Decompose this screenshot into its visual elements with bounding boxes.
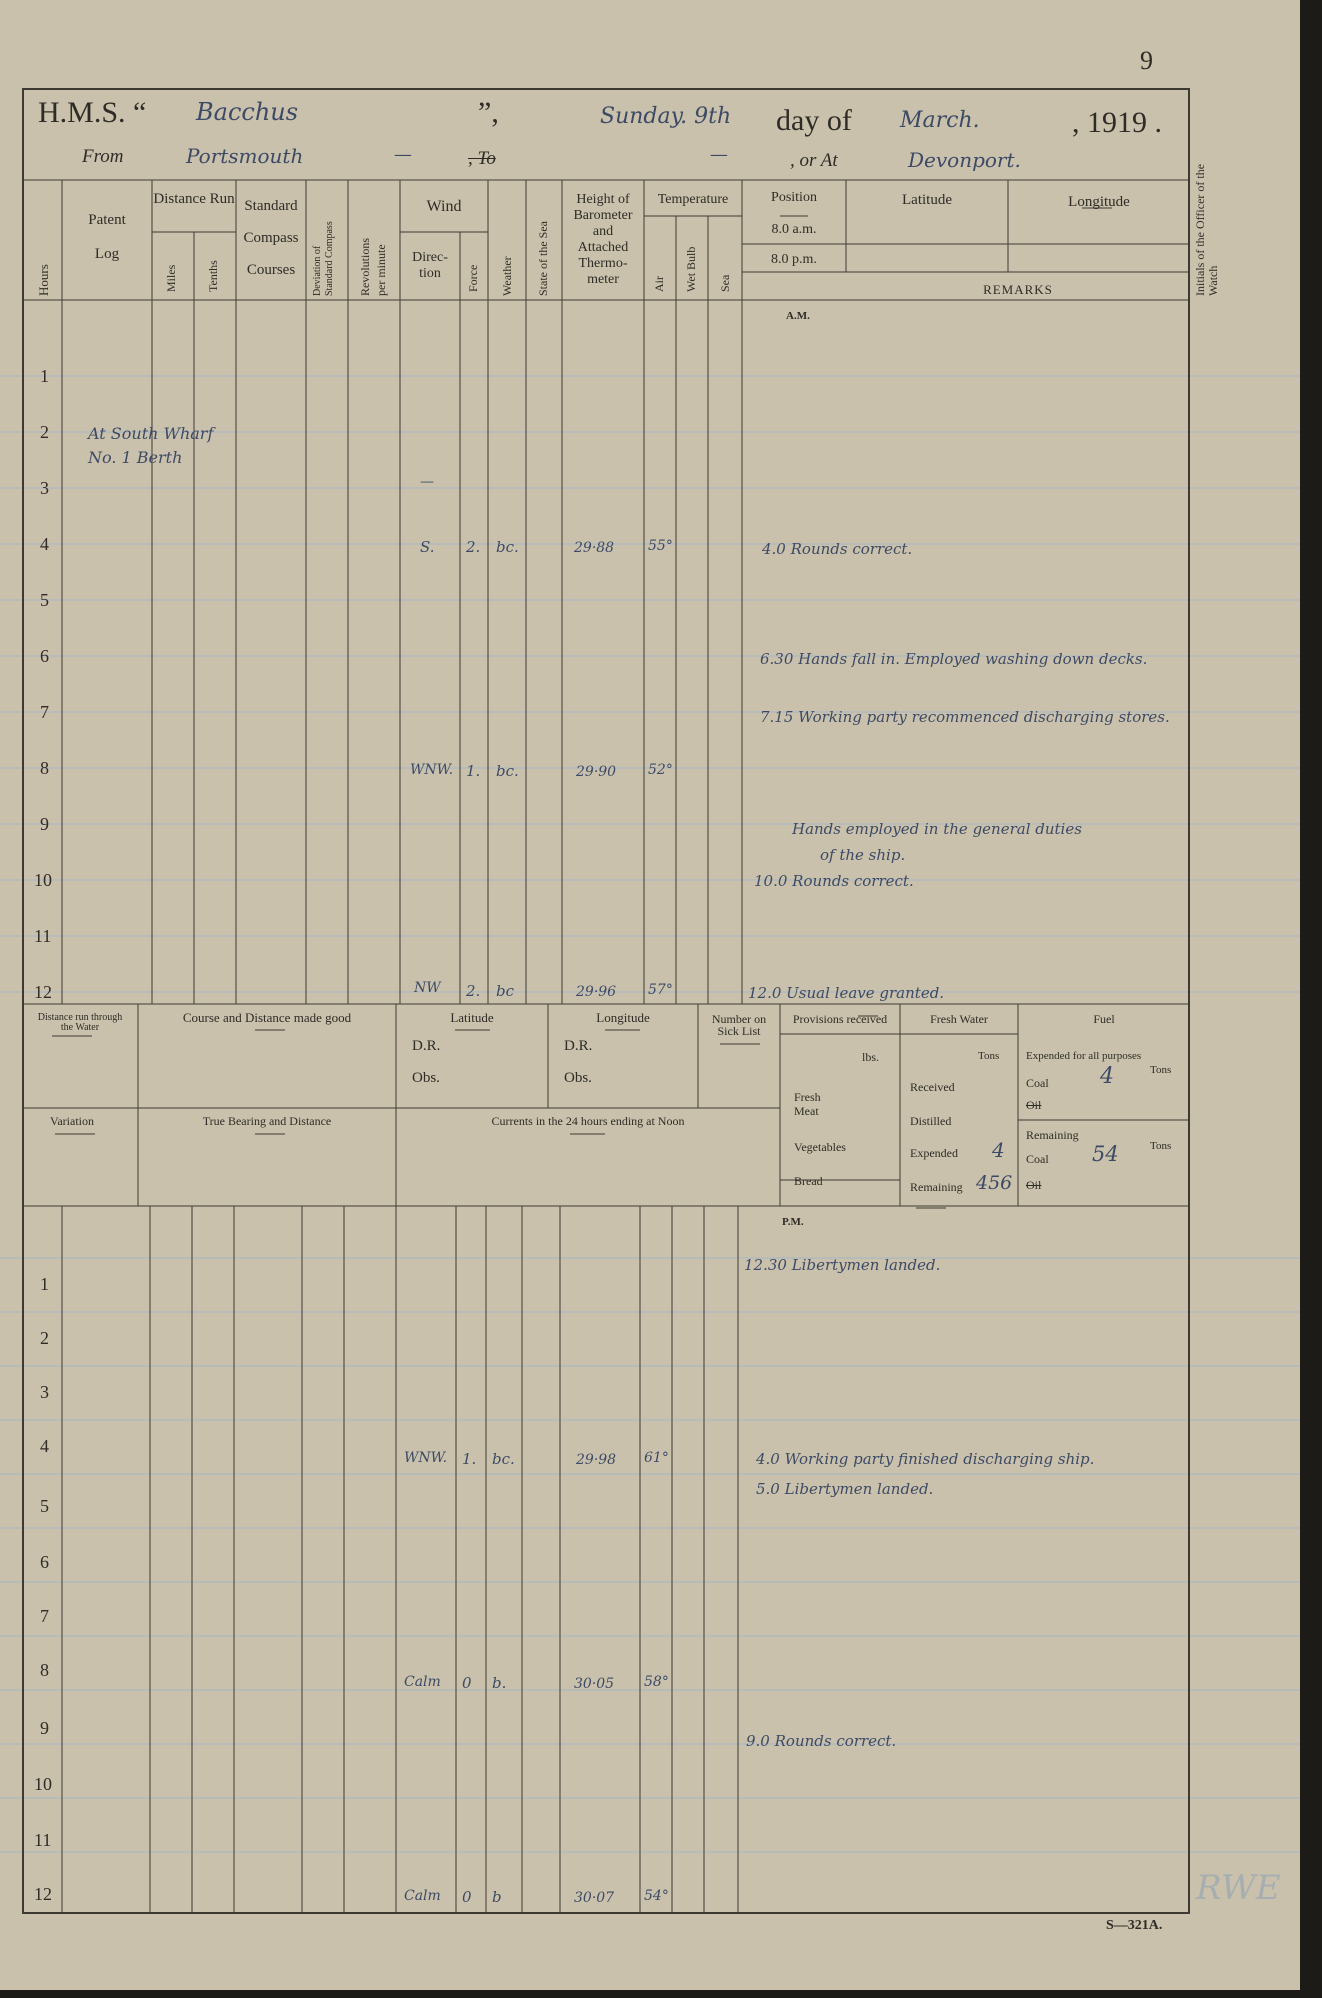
wind-direction: — xyxy=(420,474,434,490)
barometer-header-1: Height of xyxy=(576,192,630,207)
barometer-header-2: Barometer xyxy=(573,208,633,223)
weather-code: bc xyxy=(496,982,515,1000)
wind-force: 2. xyxy=(466,538,481,556)
barometer-header-4: Attached xyxy=(577,240,629,255)
barometer-reading: 30·05 xyxy=(574,1676,615,1692)
wind-force: 1. xyxy=(466,762,481,780)
pm-hour: 12 xyxy=(34,1884,52,1904)
air-header: Air xyxy=(652,276,666,292)
coal-label: Coal xyxy=(1026,1076,1049,1090)
wind-force: 0 xyxy=(462,1674,472,1692)
fuel-tons-label-2: Tons xyxy=(1150,1140,1172,1152)
air-temp: 58° xyxy=(644,1674,669,1690)
wet-bulb-header: Wet Bulb xyxy=(684,246,698,292)
compass-header: Compass xyxy=(243,230,299,246)
patent-header: Patent xyxy=(88,212,126,228)
wind-force: 2. xyxy=(466,982,481,1000)
weather-code: bc. xyxy=(496,762,519,780)
direction-header-2: tion xyxy=(419,266,441,281)
standard-header: Standard xyxy=(244,198,298,214)
am-hour: 12 xyxy=(34,982,52,1002)
true-bearing-label: True Bearing and Distance xyxy=(202,1114,332,1128)
dash: — xyxy=(710,144,728,165)
from-label: From xyxy=(82,146,124,167)
state-of-sea-header: State of the Sea xyxy=(536,221,550,296)
fresh-meat-label: Fresh xyxy=(794,1090,821,1104)
log-header: Log xyxy=(94,246,120,262)
force-header: Force xyxy=(466,264,480,292)
temperature-header: Temperature xyxy=(657,192,729,207)
fuel-expended-label: Expended for all purposes xyxy=(1026,1050,1142,1062)
variation-label: Variation xyxy=(50,1114,94,1128)
ship-prefix: H.M.S. “ xyxy=(38,96,147,129)
revolutions-header-2: per minute xyxy=(374,244,388,296)
am-hour: 11 xyxy=(34,926,52,946)
weather-code: bc. xyxy=(496,538,519,556)
remark: 6.30 Hands fall in. Employed washing down decks. xyxy=(760,650,1148,668)
log-note: At South Wharf xyxy=(88,424,214,443)
sick-list-label-2: Sick List xyxy=(717,1024,761,1038)
pm-time-header: 8.0 p.m. xyxy=(771,252,817,267)
distance-water-label: Distance run through xyxy=(37,1012,123,1023)
course-distance-label: Course and Distance made good xyxy=(182,1010,352,1025)
wind-direction: Calm xyxy=(404,1674,441,1690)
remark: 4.0 Working party finished discharging ship. xyxy=(756,1450,1095,1468)
initials-header: Initials of the Officer of the Watch xyxy=(1193,163,1220,296)
weather-code: bc. xyxy=(492,1450,515,1468)
lat-dr-label: D.R. xyxy=(412,1038,441,1054)
wind-direction: Calm xyxy=(404,1888,441,1904)
air-temp: 61° xyxy=(644,1450,669,1466)
remark: 4.0 Rounds correct. xyxy=(762,540,913,558)
weather-code: b xyxy=(492,1888,502,1906)
coal-expended: 4 xyxy=(1100,1064,1114,1089)
pm-hour: 1 xyxy=(40,1274,49,1294)
am-hour: 8 xyxy=(40,758,49,778)
fresh-water-label: Fresh Water xyxy=(930,1012,988,1026)
remark: 12.30 Libertymen landed. xyxy=(744,1256,941,1274)
pm-hour: 9 xyxy=(40,1718,49,1738)
initials-mark: RWE xyxy=(1196,1868,1281,1908)
pm-hour: 5 xyxy=(40,1496,49,1516)
am-hour: 4 xyxy=(40,534,49,554)
water-expended: 4 xyxy=(992,1138,1005,1162)
am-hour: 3 xyxy=(40,478,49,498)
deviation-header-2: Standard Compass xyxy=(324,221,335,296)
barometer-reading: 29·96 xyxy=(576,984,617,1000)
wind-header: Wind xyxy=(426,198,462,215)
remark: Hands employed in the general duties xyxy=(792,820,1082,838)
remark: 7.15 Working party recommenced discharging stores. xyxy=(760,708,1170,726)
fuel-label: Fuel xyxy=(1093,1012,1115,1026)
expended-label: Expended xyxy=(910,1146,958,1160)
am-hour: 9 xyxy=(40,814,49,834)
am-hour: 7 xyxy=(40,702,49,722)
wind-direction: NW xyxy=(414,980,441,996)
long-dr-label: D.R. xyxy=(564,1038,593,1054)
dash: — xyxy=(394,144,412,165)
ship-name: Bacchus xyxy=(196,98,299,126)
wind-force: 0 xyxy=(462,1888,472,1906)
lbs-label: lbs. xyxy=(862,1050,880,1064)
form-frame xyxy=(22,88,1190,1914)
tenths-header: Tenths xyxy=(206,260,220,292)
water-tons-label: Tons xyxy=(978,1050,1000,1062)
remaining-label: Remaining xyxy=(910,1180,963,1194)
from-place: Portsmouth xyxy=(186,144,304,168)
bread-label: Bread xyxy=(794,1174,823,1188)
barometer-reading: 30·07 xyxy=(574,1890,615,1906)
barometer-reading: 29·90 xyxy=(576,764,617,780)
am-hour: 10 xyxy=(34,870,52,890)
am-hour: 6 xyxy=(40,646,49,666)
courses-header: Courses xyxy=(246,262,296,278)
year: , 1919 . xyxy=(1072,106,1162,139)
pm-hour: 11 xyxy=(34,1830,52,1850)
barometer-header-3: and xyxy=(592,224,614,239)
remark: 9.0 Rounds correct. xyxy=(746,1732,897,1750)
longitude-header: Longitude xyxy=(1068,194,1130,210)
distance-run-header: Distance Run xyxy=(153,191,235,207)
sea-temp-header: Sea xyxy=(718,274,732,292)
miles-header: Miles xyxy=(164,264,178,292)
pm-label: P.M. xyxy=(782,1216,804,1228)
water-remaining: 456 xyxy=(976,1172,1013,1194)
distilled-label: Distilled xyxy=(910,1114,952,1128)
distance-water-label-2: the Water xyxy=(60,1022,100,1033)
log-note: No. 1 Berth xyxy=(88,448,183,467)
am-time-header: 8.0 a.m. xyxy=(771,222,817,237)
vegetables-label: Vegetables xyxy=(794,1140,846,1154)
barometer-header-5: Thermo- xyxy=(578,256,628,271)
currents-label: Currents in the 24 hours ending at Noon xyxy=(491,1114,685,1128)
wind-direction: WNW. xyxy=(404,1450,448,1466)
remarks-header: REMARKS xyxy=(983,282,1053,297)
ship-suffix: ”, xyxy=(478,96,499,129)
air-temp: 55° xyxy=(648,538,673,554)
oil-label: Oil xyxy=(1026,1098,1042,1112)
month: March. xyxy=(900,108,980,133)
remark: 12.0 Usual leave granted. xyxy=(748,984,945,1002)
barometer-reading: 29·88 xyxy=(574,540,615,556)
page-number: 9 xyxy=(1140,46,1153,75)
direction-header: Direc- xyxy=(412,250,448,265)
received-label: Received xyxy=(910,1080,955,1094)
air-temp: 54° xyxy=(644,1888,669,1904)
remark: of the ship. xyxy=(820,846,906,864)
pm-hour: 6 xyxy=(40,1552,49,1572)
barometer-header-6: meter xyxy=(587,272,619,287)
oil-label-2: Oil xyxy=(1026,1178,1042,1192)
deviation-header-1: Deviation of xyxy=(312,245,323,296)
air-temp: 57° xyxy=(648,982,673,998)
weather-code: b. xyxy=(492,1674,507,1692)
coal-remaining: 54 xyxy=(1092,1142,1119,1166)
pm-hour: 10 xyxy=(34,1774,52,1794)
wind-direction: S. xyxy=(420,538,435,556)
am-label: A.M. xyxy=(786,310,810,322)
summary-longitude-label: Longitude xyxy=(596,1010,650,1025)
am-hour: 5 xyxy=(40,590,49,610)
summary-latitude-label: Latitude xyxy=(450,1010,494,1025)
weather-header: Weather xyxy=(500,256,514,296)
day-of-label: day of xyxy=(776,104,852,137)
at-label: , or At xyxy=(790,150,838,171)
to-label: , To xyxy=(468,148,496,169)
form-number: S—321A. xyxy=(1106,1918,1163,1933)
fuel-tons-label: Tons xyxy=(1150,1064,1172,1076)
wind-force: 1. xyxy=(462,1450,477,1468)
am-hour: 2 xyxy=(40,422,49,442)
latitude-header: Latitude xyxy=(902,192,952,208)
position-header: Position xyxy=(771,190,817,205)
weekday: Sunday. 9th xyxy=(600,104,732,129)
am-hour: 1 xyxy=(40,366,49,386)
coal-label-2: Coal xyxy=(1026,1152,1049,1166)
barometer-reading: 29·98 xyxy=(576,1452,617,1468)
air-temp: 52° xyxy=(648,762,673,778)
provisions-label: Provisions received xyxy=(792,1012,888,1026)
pm-hour: 8 xyxy=(40,1660,49,1680)
fresh-meat-label-2: Meat xyxy=(794,1104,819,1118)
hours-header: Hours xyxy=(36,264,51,296)
remark: 5.0 Libertymen landed. xyxy=(756,1480,934,1498)
fuel-remaining-label: Remaining xyxy=(1026,1128,1079,1142)
long-obs-label: Obs. xyxy=(564,1070,592,1086)
pm-hour: 2 xyxy=(40,1328,49,1348)
sick-list-label: Number on xyxy=(711,1012,767,1026)
lat-obs-label: Obs. xyxy=(412,1070,440,1086)
wind-direction: WNW. xyxy=(410,762,454,778)
pm-hour: 3 xyxy=(40,1382,49,1402)
pm-hour: 4 xyxy=(40,1436,49,1456)
pm-hour: 7 xyxy=(40,1606,49,1626)
revolutions-header-1: Revolutions xyxy=(358,237,372,296)
at-place: Devonport. xyxy=(908,148,1021,172)
remark: 10.0 Rounds correct. xyxy=(754,872,914,890)
